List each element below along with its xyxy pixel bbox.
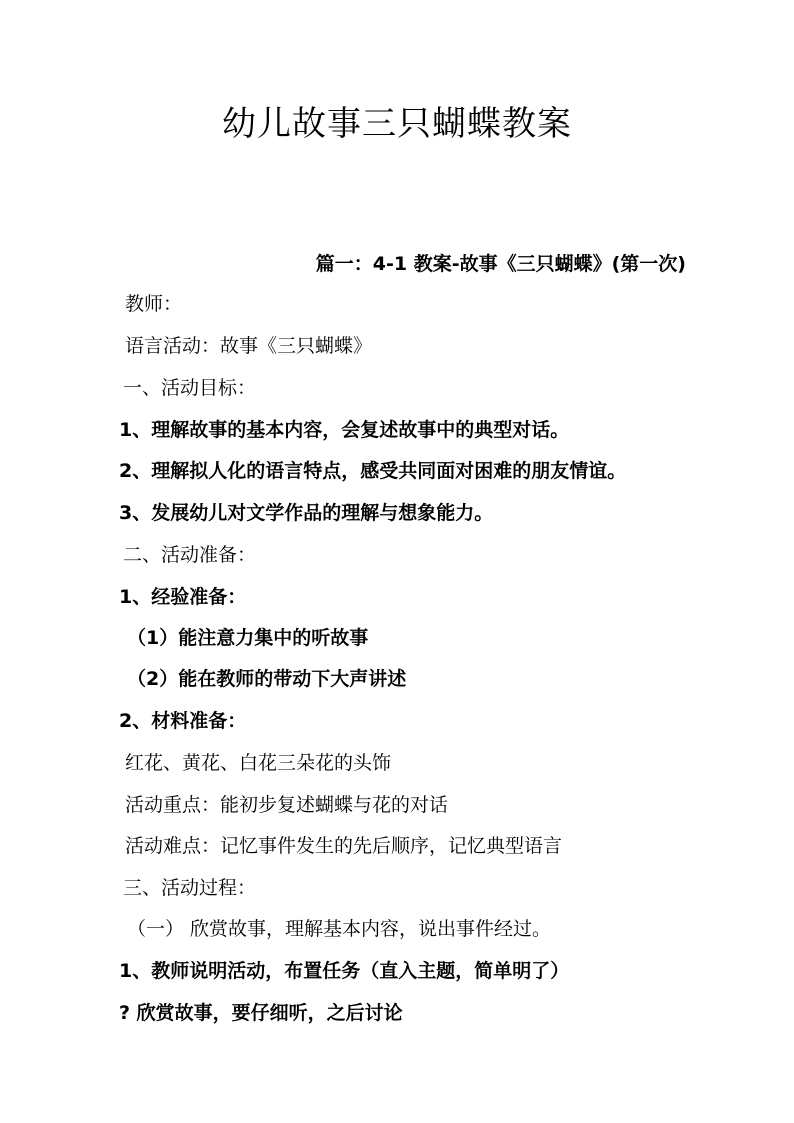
experience-item-2: （2）能在教师的带动下大声讲述 — [127, 668, 407, 690]
goals-heading: 一、活动目标： — [123, 377, 257, 399]
experience-prep-line: 1、经验准备： — [119, 586, 247, 608]
process-substep-1: 1、教师说明活动，布置任务（直入主题，简单明了） — [119, 960, 570, 982]
material-item: 红花、黄花、白花三朵花的头饰 — [125, 752, 392, 774]
teacher-line: 教师： — [125, 293, 183, 315]
goal-item-3: 3、发展幼儿对文学作品的理解与想象能力。 — [119, 502, 494, 524]
process-heading: 三、活动过程： — [123, 877, 257, 899]
difficulty-line: 活动难点：记忆事件发生的先后顺序，记忆典型语言 — [125, 835, 563, 857]
document-title: 幼儿故事三只蝴蝶教案 — [222, 104, 572, 144]
goal-item-2: 2、理解拟人化的语言特点，感受共同面对困难的朋友情谊。 — [119, 460, 627, 482]
goal-item-1: 1、理解故事的基本内容，会复述故事中的典型对话。 — [119, 419, 570, 441]
section-heading: 篇一：4-1 教案-故事《三只蝴蝶》(第一次) — [315, 253, 686, 275]
experience-item-1: （1）能注意力集中的听故事 — [127, 627, 369, 649]
bullet-line: ? 欣赏故事，要仔细听，之后讨论 — [119, 1002, 403, 1024]
process-step-1: （一） 欣赏故事，理解基本内容，说出事件经过。 — [127, 918, 552, 940]
activity-name-line: 语言活动：故事《三只蝴蝶》 — [125, 335, 373, 357]
material-prep-line: 2、材料准备： — [119, 710, 247, 732]
preparation-heading: 二、活动准备： — [123, 544, 257, 566]
key-point-line: 活动重点：能初步复述蝴蝶与花的对话 — [125, 794, 449, 816]
